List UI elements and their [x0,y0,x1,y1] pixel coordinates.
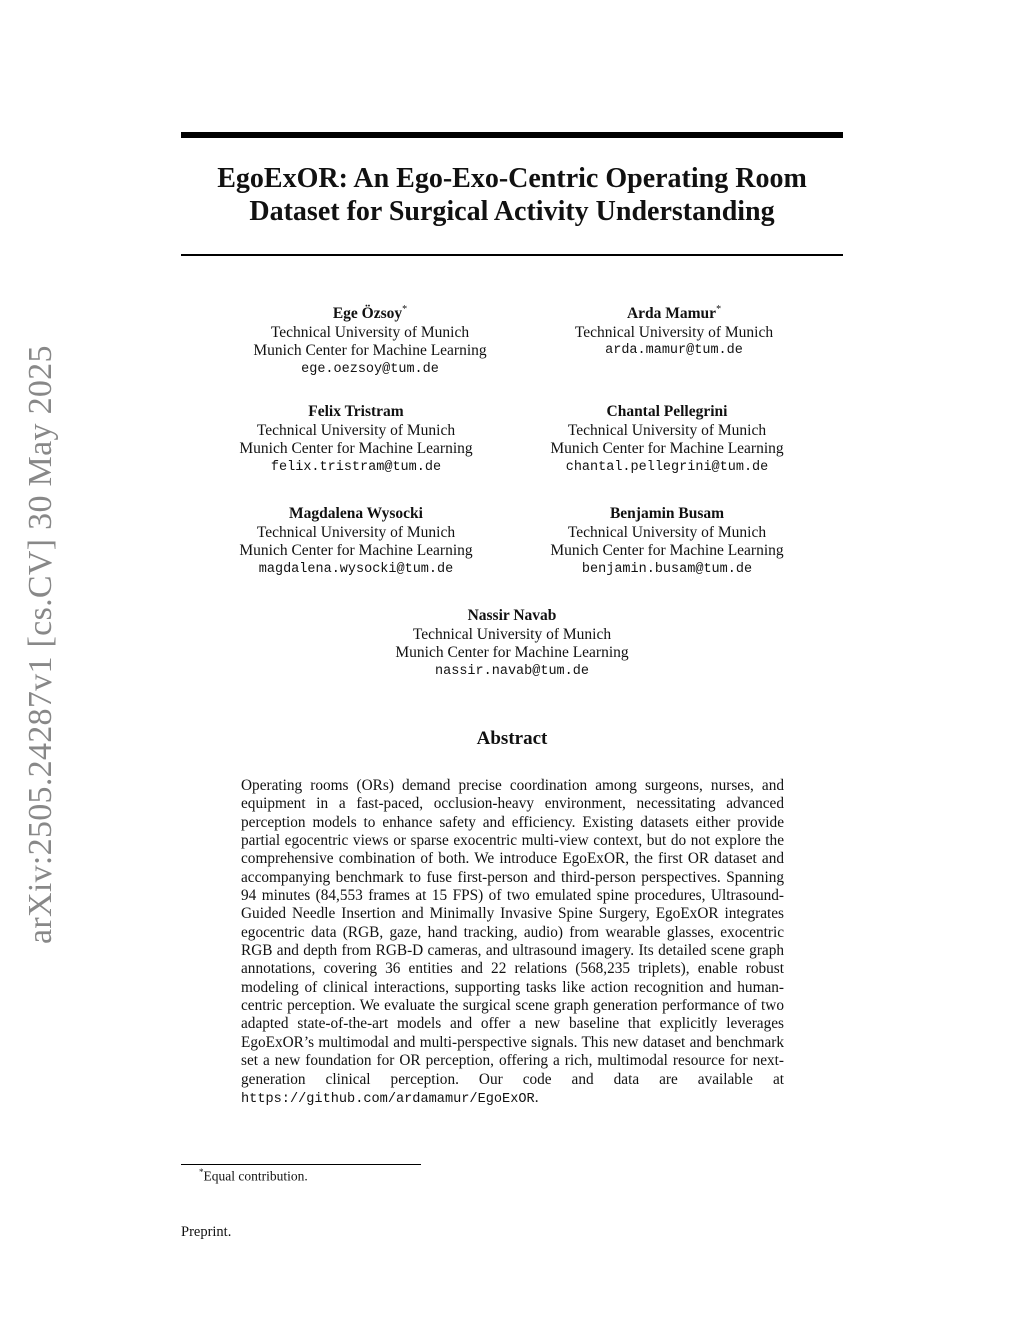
author-name: Chantal Pellegrini [606,403,728,420]
author-email: ege.oezsoy@tum.de [301,361,439,377]
author-affiliation: Technical University of Munich [412,625,612,643]
author-name: Ege Özsoy [332,305,403,323]
author-affiliation: Munich Center for Machine Learning [550,440,784,457]
author-email: arda.mamur@tum.de [605,343,743,359]
author-email: magdalena.wysocki@tum.de [258,561,454,577]
author-affiliation: Munich Center for Machine Learning [253,342,487,360]
author-name: Nassir Navab [467,607,557,624]
author-block [517,505,817,579]
author-email: nassir.navab@tum.de [435,663,589,679]
author-email: benjamin.busam@tum.de [581,561,753,577]
title-rule-top [181,132,843,138]
author-affiliation: Technical University of Munich [270,323,470,341]
author-affiliation: Munich Center for Machine Learning [550,542,784,559]
author-block [206,505,506,579]
author-affiliation: Munich Center for Machine Learning [239,542,473,559]
author-email: chantal.pellegrini@tum.de [565,459,769,475]
footnote-mark: * [199,1167,204,1177]
footnote-rule [181,1164,421,1165]
abstract-heading: Abstract [476,728,548,749]
author-name: Benjamin Busam [609,505,725,522]
author-affiliation: Technical University of Munich [574,323,774,341]
author-affiliation: Technical University of Munich [567,421,767,439]
abstract-end-period: . [534,1088,539,1106]
author-affiliation: Munich Center for Machine Learning [395,644,629,661]
author-name: Felix Tristram [308,403,404,420]
author-block [206,403,506,477]
equal-contribution-mark: * [402,304,408,315]
footnote [199,1167,308,1185]
author-affiliation: Technical University of Munich [256,523,456,541]
footnote-text: Equal contribution. [203,1168,308,1184]
title-rule-bottom [181,254,843,256]
author-block [517,403,817,477]
author-block [220,301,520,379]
author-affiliation: Munich Center for Machine Learning [239,440,473,457]
paper-title: EgoExOR: An Ego-Exo-Centric Operating Room Dataset for Surgical Activity Understanding [217,163,807,227]
author-affiliation: Technical University of Munich [256,421,456,439]
abstract-body [241,777,784,1109]
arxiv-stamp: arXiv:2505.24287v1 [cs.CV] 30 May 2025 [22,345,59,944]
equal-contribution-mark: * [716,304,722,315]
author-affiliation: Technical University of Munich [567,523,767,541]
author-email: felix.tristram@tum.de [270,459,442,475]
preprint-label: Preprint. [181,1224,232,1240]
author-block [524,301,824,361]
author-block [362,607,662,681]
author-name: Magdalena Wysocki [289,505,423,522]
author-name: Arda Mamur [626,305,717,323]
abstract-text: Operating rooms (ORs) demand precise coordination among surgeons, nurses, and equipment in a fast-paced, occlusion-heavy environment, necessitating advanced perception models to enhance safety and efficiency. Existing datasets either provide partial egocentric views or sparse exocentric multi-view context, but do not explore the comprehensive combination of both. We introduce EgoExOR, the first OR dataset and accompanying benchmark to fuse first-person and third-person perspectives. Spanning 94 minutes (84,553 frames at 15 FPS) of two emulated spine procedures, Ultrasound-Guided Needle Insertion and Minimally Invasive Spine Surgery, EgoExOR integrates egocentric data (RGB, gaze, hand tracking, audio) from wearable glasses, exocentric RGB and depth from RGB-D cameras, and ultrasound imagery. Its detailed scene graph annotations, covering 36 entities and 22 relations (568,235 triplets), enable robust modeling of clinical interactions, supporting tasks like action recognition and human-centric perception. We evaluate the surgical scene graph generation performance of two adapted state-of-the-art models and offer a new baseline that explicitly leverages EgoExOR’s multimodal and multi-perspective signals. This new dataset and benchmark set a new foundation for OR perception, offering a rich, multimodal resource for next-generation clinical perception. Our code and data are available at [241,777,784,1088]
code-url-link[interactable]: https://github.com/ardamamur/EgoExOR [241,1091,535,1107]
